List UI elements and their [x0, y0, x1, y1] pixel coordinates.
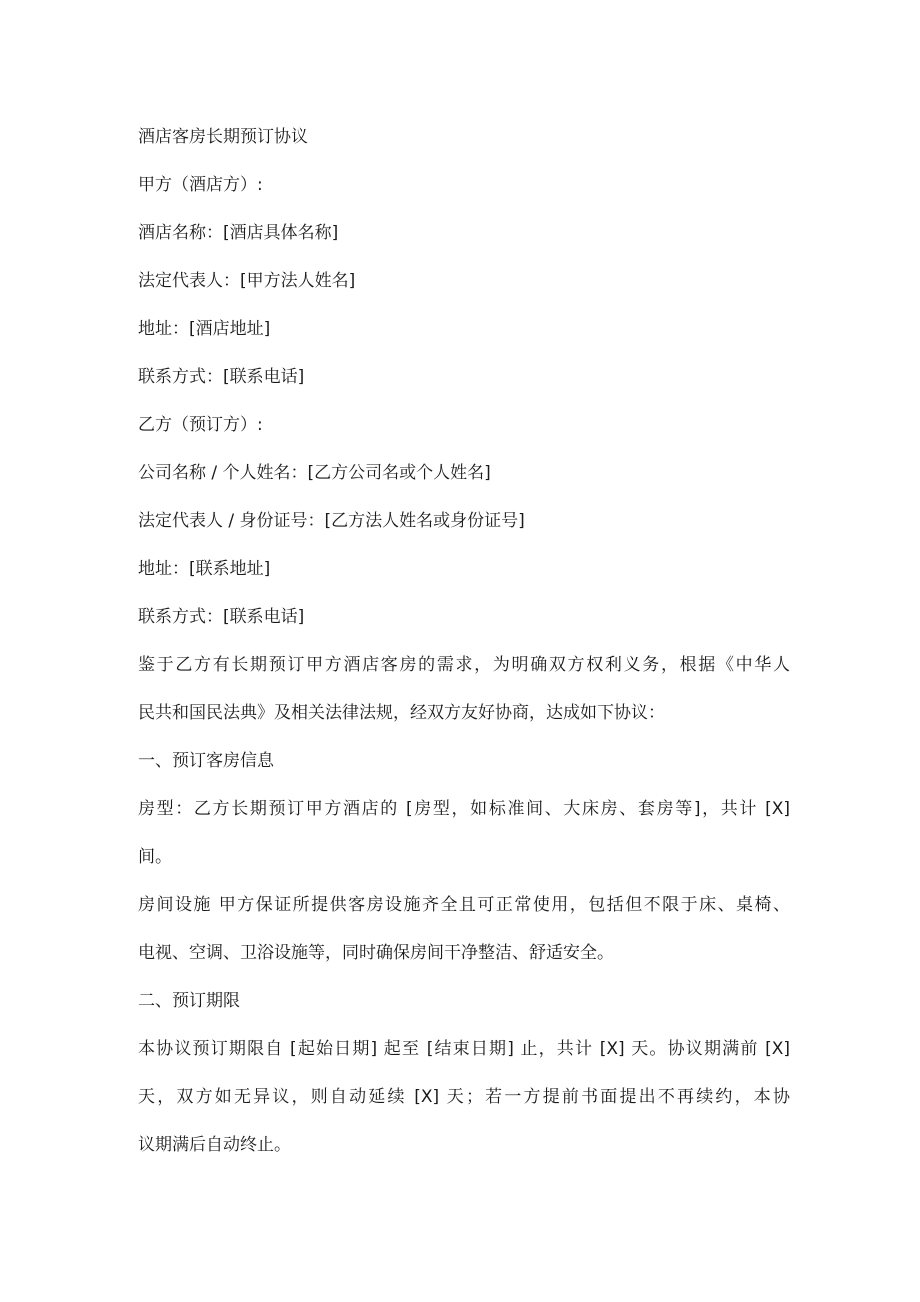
party-a-legal-rep: 法定代表人：[甲方法人姓名] [138, 271, 356, 291]
party-b-contact: 联系方式：[联系电话] [138, 607, 305, 627]
party-a-heading: 甲方（酒店方）: [138, 175, 263, 195]
room-type-line-2: 间。 [138, 847, 172, 867]
party-a-contact: 联系方式：[联系电话] [138, 367, 305, 387]
party-b-heading: 乙方（预订方）: [138, 415, 263, 435]
party-b-legal-rep: 法定代表人 / 身份证号：[乙方法人姓名或身份证号] [138, 511, 525, 531]
party-a-hotel-name: 酒店名称：[酒店具体名称] [138, 223, 339, 243]
facilities-line-1: 房间设施 甲方保证所提供客房设施齐全且可正常使用，包括但不限于床、桌椅、 [138, 895, 790, 915]
section-2-heading: 二、预订期限 [138, 991, 240, 1011]
party-b-address: 地址：[联系地址] [138, 559, 271, 579]
party-b-company-name: 公司名称 / 个人姓名：[乙方公司名或个人姓名] [138, 463, 491, 483]
term-line-1: 本协议预订期限自 [起始日期] 起至 [结束日期] 止，共计 [X] 天。协议期满前 [X] [138, 1039, 790, 1059]
document-title: 酒店客房长期预订协议 [138, 127, 308, 147]
section-1-heading: 一、预订客房信息 [138, 751, 274, 771]
party-a-address: 地址：[酒店地址] [138, 319, 271, 339]
preamble-line-2: 民共和国民法典》及相关法律法规，经双方友好协商，达成如下协议： [138, 703, 665, 723]
room-type-line-1: 房型：乙方长期预订甲方酒店的 [房型，如标准间、大床房、套房等]，共计 [X] [138, 799, 790, 819]
term-line-2: 天，双方如无异议，则自动延续 [X] 天；若一方提前书面提出不再续约，本协 [138, 1087, 790, 1107]
agreement-document [138, 122, 790, 1178]
preamble-line-1: 鉴于乙方有长期预订甲方酒店客房的需求，为明确双方权利义务，根据《中华人 [138, 655, 790, 675]
term-line-3: 议期满后自动终止。 [138, 1135, 291, 1155]
facilities-line-2: 电视、空调、卫浴设施等，同时确保房间干净整洁、舒适安全。 [138, 943, 614, 963]
